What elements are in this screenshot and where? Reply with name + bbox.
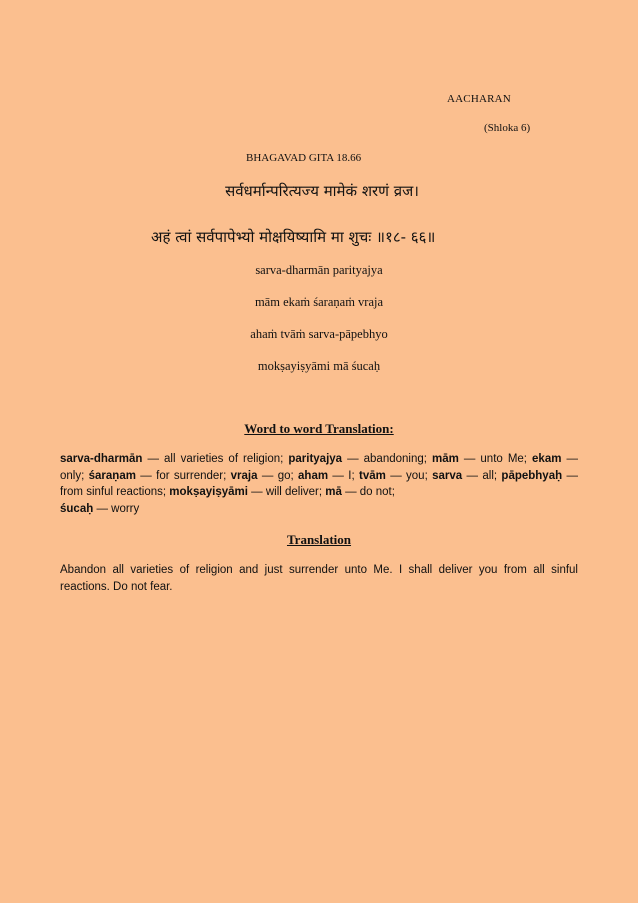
header-title: AACHARAN — [447, 93, 511, 105]
transliteration-line-3: ahaṁ tvāṁ sarva-pāpebhyo — [250, 327, 388, 341]
word-translation-heading: Word to word Translation: — [244, 421, 394, 436]
term: parityajya — [288, 453, 343, 465]
devanagari-line-1: सर्वधर्मान्परित्यज्य मामेकं शरणं व्रज। — [225, 182, 419, 200]
term: mām — [431, 453, 459, 465]
meaning: — for surrender; — [135, 469, 231, 482]
meaning: — go; — [257, 469, 299, 482]
meaning: — abandoning; — [342, 453, 432, 465]
meaning: — I; — [328, 469, 359, 482]
term: ekam — [532, 453, 562, 465]
term: mokṣayiṣyāmi — [169, 486, 248, 498]
header-subtitle: (Shloka 6) — [484, 122, 531, 134]
meaning: — unto Me; — [458, 453, 533, 465]
meaning: — will deliver; — [247, 486, 326, 498]
term: tvām — [359, 469, 386, 482]
meaning: — only; — [60, 453, 578, 482]
meaning: — all varieties of religion; — [142, 453, 289, 465]
translation-paragraph: Abandon all varieties of religion and just surrender unto Me. I shall deliver you from all sinful reactions. Do not fear. — [60, 564, 578, 593]
meaning: — do not; — [341, 486, 395, 498]
term: aham — [298, 469, 329, 482]
meaning: — worry — [93, 502, 140, 515]
term: śaraṇam — [88, 469, 136, 482]
term: pāpebhyaḥ — [501, 469, 563, 482]
transliteration-line-1: sarva-dharmān parityajya — [255, 263, 383, 277]
word-translation-paragraph — [60, 451, 578, 517]
verse-reference: BHAGAVAD GITA 18.66 — [246, 152, 362, 164]
term: sarva — [432, 469, 463, 482]
meaning: — from sinful reactions; — [60, 469, 578, 498]
devanagari-line-2: अहं त्वां सर्वपापेभ्यो मोक्षयिष्यामि मा शुचः ॥१८- ६६॥ — [151, 228, 436, 246]
translation-heading: Translation — [286, 532, 352, 547]
transliteration-line-2: mām ekaṁ śaraṇaṁ vraja — [254, 295, 384, 309]
term: sarva-dharmān — [60, 453, 143, 465]
term: śucaḥ — [60, 502, 94, 515]
meaning: — you; — [385, 469, 433, 482]
term: vraja — [230, 469, 258, 482]
transliteration-line-4: mokṣayiṣyāmi mā śucaḥ — [257, 359, 381, 373]
term: mā — [325, 486, 342, 498]
meaning: — all; — [462, 469, 502, 482]
